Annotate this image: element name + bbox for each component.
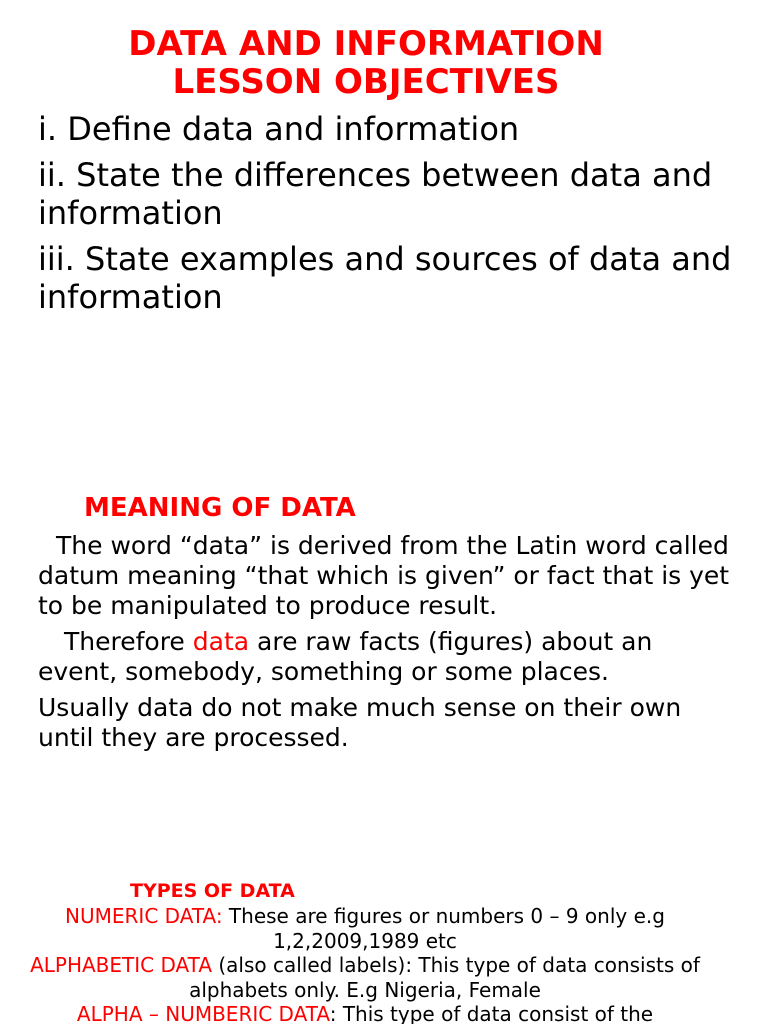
type-description: : This type of data consist of the: [329, 1002, 654, 1024]
meaning-heading: MEANING OF DATA: [84, 493, 356, 523]
type-label: ALPHA – NUMBERIC DATA: [76, 1002, 330, 1024]
types-section: [20, 904, 710, 1024]
meaning-paragraph-2-suffix: are raw facts (figures) about an event, somebody, something or some places.: [38, 627, 653, 686]
type-item-alphanumeric: [20, 1002, 710, 1024]
data-highlight: data: [192, 627, 250, 656]
type-label: NUMERIC DATA:: [65, 904, 223, 928]
type-item-numeric: [20, 904, 710, 953]
document-title-line1: DATA AND INFORMATION: [128, 24, 604, 64]
meaning-paragraph-2-prefix: Therefore: [64, 627, 193, 656]
type-description: These are figures or numbers 0 – 9 only e.g 1,2,2009,1989 etc: [222, 904, 665, 953]
types-heading: TYPES OF DATA: [130, 880, 295, 902]
objective-item: i. Define data and information: [38, 110, 520, 148]
meaning-section: [38, 531, 738, 759]
objectives-list: [38, 110, 738, 324]
meaning-paragraph-1: The word “data” is derived from the Latin word called datum meaning “that which is given” or fact that is yet to be manipulated to produce result.: [38, 531, 730, 620]
type-description: (also called labels): This type of data consists of alphabets only. E.g Nigeria, Female: [189, 953, 700, 1002]
document-title-line2: LESSON OBJECTIVES: [172, 62, 560, 102]
objective-item: ii. State the differences between data and information: [38, 156, 713, 232]
meaning-paragraph-3: Usually data do not make much sense on their own until they are processed.: [38, 693, 682, 752]
objective-item: iii. State examples and sources of data and information: [38, 240, 732, 316]
meaning-paragraph-2: [38, 627, 738, 687]
type-label: ALPHABETIC DATA: [30, 953, 213, 977]
type-item-alphabetic: [20, 953, 710, 1002]
